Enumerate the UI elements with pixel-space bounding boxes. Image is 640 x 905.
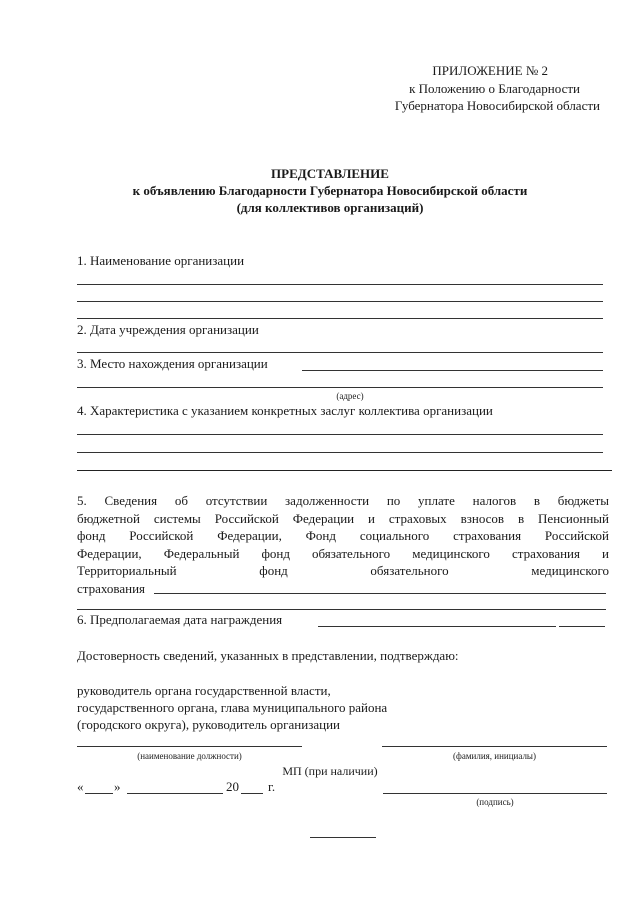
date-open-quote: « [77, 779, 84, 794]
field-award-date-label: 6. Предполагаемая дата награждения [77, 612, 283, 627]
debt-info-line-5: Территориальный фонд обязательного медицинского [77, 563, 609, 578]
award-date-line-2[interactable] [559, 626, 605, 627]
position-hint: (наименование должности) [137, 751, 242, 761]
organization-name-line-2[interactable] [77, 301, 603, 302]
debt-info-line-6: страхования [77, 580, 146, 596]
date-day-line[interactable] [85, 793, 113, 794]
position-signature-line[interactable] [77, 746, 302, 747]
document-subtitle: к объявлению Благодарности Губернатора Новосибирской области [132, 183, 528, 198]
date-year-prefix: 20 [226, 779, 239, 794]
signature-line[interactable] [383, 793, 607, 794]
seal-hint: МП (при наличии) [282, 764, 378, 778]
organization-name-line-1[interactable] [77, 284, 603, 285]
characteristics-line-1[interactable] [77, 434, 603, 435]
date-year-line[interactable] [241, 793, 263, 794]
appendix-reference: к Положению о Благодарности [409, 81, 580, 96]
characteristics-line-2[interactable] [77, 452, 603, 453]
debt-info-line-3: фонд Российской Федерации, Фонд социального страхования Российской [77, 528, 609, 543]
confirmation-text: Достоверность сведений, указанных в представлении, подтверждаю: [77, 648, 459, 663]
award-date-line-1[interactable] [318, 626, 556, 627]
field-founding-date-label: 2. Дата учреждения организации [77, 322, 259, 337]
field-organization-name-label: 1. Наименование организации [77, 253, 245, 268]
date-year-suffix: г. [268, 779, 276, 794]
date-month-line[interactable] [127, 793, 223, 794]
name-hint: (фамилия, инициалы) [453, 751, 536, 761]
debt-info-line-1: 5. Сведения об отсутствии задолженности по уплате налогов в бюджеты [77, 493, 609, 508]
debt-info-line-4: Федерации, Федеральный фонд обязательного медицинского страхования и [77, 545, 609, 561]
field-characteristics-label: 4. Характеристика с указанием конкретных заслуг коллектива организации [77, 403, 493, 418]
debt-info-line-a[interactable] [154, 593, 606, 594]
address-hint: (адрес) [336, 391, 364, 401]
signature-hint: (подпись) [476, 797, 514, 807]
debt-info-line-b[interactable] [77, 609, 606, 610]
signer-line-2: государственного органа, глава муниципального района [77, 700, 388, 715]
footer-separator [310, 837, 376, 838]
appendix-reference-continued: Губернатора Новосибирской области [394, 98, 600, 113]
signer-line-3: (городского округа), руководитель организации [77, 717, 340, 732]
document-title: ПРЕДСТАВЛЕНИЕ [271, 166, 389, 181]
appendix-number: ПРИЛОЖЕНИЕ № 2 [432, 63, 548, 78]
document-subtitle-note: (для коллективов организаций) [236, 200, 424, 215]
location-line-2[interactable] [77, 387, 603, 388]
founding-date-line[interactable] [77, 352, 603, 353]
debt-info-line-2: бюджетной системы Российской Федерации и страховых взносов в Пенсионный [77, 510, 609, 526]
signer-line-1: руководитель органа государственной власти, [77, 683, 331, 698]
organization-name-line-3[interactable] [77, 318, 603, 319]
field-debt-info-text [77, 492, 609, 597]
characteristics-line-3[interactable] [77, 470, 612, 471]
date-close-quote: » [114, 779, 121, 794]
location-line-1[interactable] [302, 370, 603, 371]
field-location-label: 3. Место нахождения организации [77, 356, 268, 371]
name-signature-line[interactable] [382, 746, 607, 747]
